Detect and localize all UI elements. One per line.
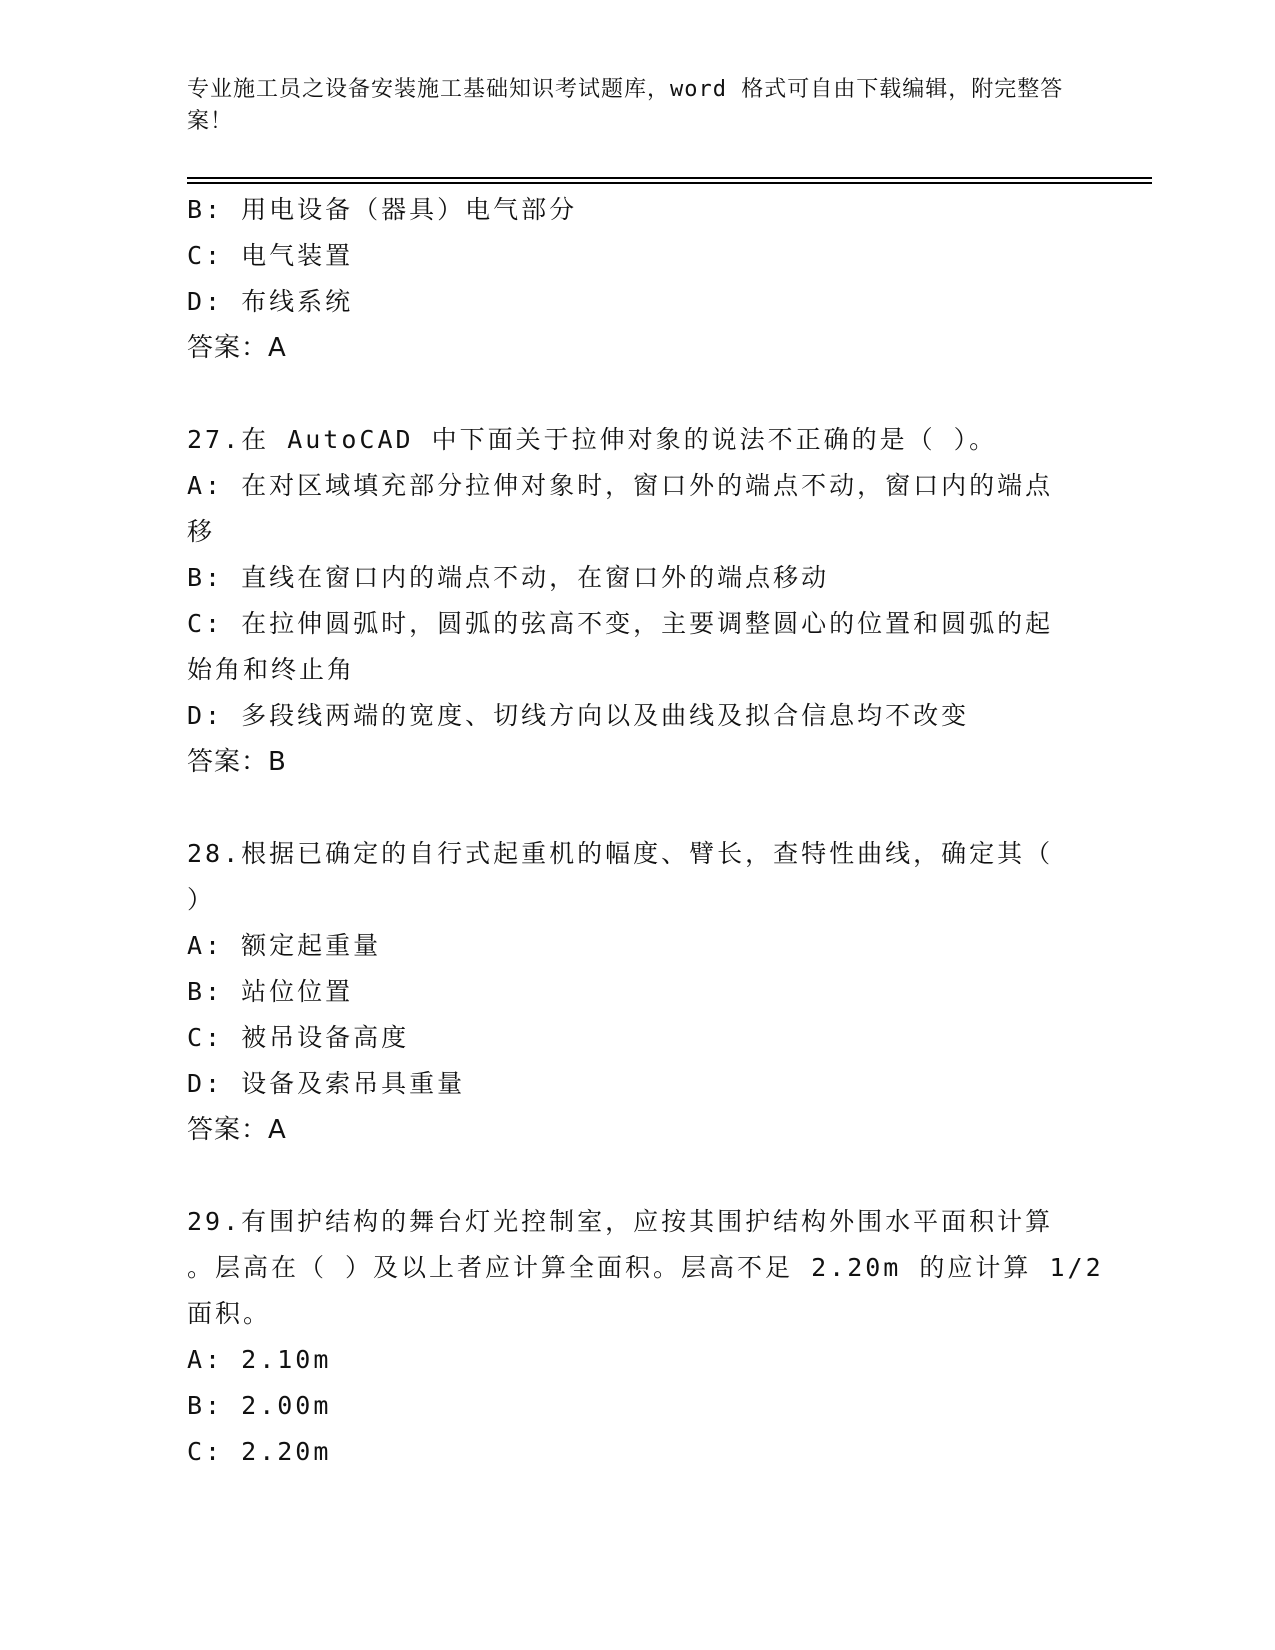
option-d: D: 设备及索吊具重量: [187, 1069, 466, 1098]
spacer: [187, 1153, 1077, 1199]
question-27: [187, 417, 1077, 785]
question-stem-line-2: 。层高在（ ）及以上者应计算全面积。层高不足 2.20m 的应计算 1/2: [187, 1253, 1104, 1282]
option-c: C: 被吊设备高度: [187, 1023, 410, 1052]
option-a-line-1: A: 在对区域填充部分拉伸对象时，窗口外的端点不动，窗口内的端点: [187, 471, 1054, 500]
header-text: 专业施工员之设备安装施工基础知识考试题库，word 格式可自由下载编辑，附完整答案！: [187, 77, 1064, 134]
option-b: B: 站位位置: [187, 977, 354, 1006]
option-c-line-1: C: 在拉伸圆弧时，圆弧的弦高不变，主要调整圆心的位置和圆弧的起: [187, 609, 1054, 638]
spacer: [187, 785, 1077, 831]
spacer: [187, 371, 1077, 417]
question-stem-line-2: ）: [187, 885, 216, 914]
question-29: [187, 1199, 1104, 1475]
question-stem-line-1: 28.根据已确定的自行式起重机的幅度、臂长，查特性曲线，确定其（: [187, 839, 1054, 868]
option-c: C: 电气装置: [187, 241, 354, 270]
question-stem: 27.在 AutoCAD 中下面关于拉伸对象的说法不正确的是（ ）。: [187, 425, 998, 454]
answer-line: 答案：B: [187, 747, 287, 777]
option-b: B: 2.00m: [187, 1391, 332, 1420]
option-d: D: 多段线两端的宽度、切线方向以及曲线及拟合信息均不改变: [187, 701, 970, 730]
option-a: A: 2.10m: [187, 1345, 332, 1374]
option-c: C: 2.20m: [187, 1437, 332, 1466]
question-stem-line-3: 面积。: [187, 1299, 272, 1328]
option-a-line-2: 移: [187, 517, 216, 546]
option-b: B: 用电设备（器具）电气部分: [187, 195, 578, 224]
answer-line: 答案：A: [187, 333, 287, 363]
answer-line: 答案：A: [187, 1115, 287, 1145]
header-divider-top: [187, 177, 1152, 179]
document-header: [187, 74, 1067, 138]
question-list: [187, 187, 1104, 1475]
question-stem-line-1: 29.有围护结构的舞台灯光控制室，应按其围护结构外围水平面积计算: [187, 1207, 1054, 1236]
option-d: D: 布线系统: [187, 287, 354, 316]
option-a: A: 额定起重量: [187, 931, 382, 960]
question-26-tail: [187, 187, 1077, 371]
option-c-line-2: 始角和终止角: [187, 655, 356, 684]
header-divider-bottom: [187, 182, 1152, 184]
question-28: [187, 831, 1077, 1153]
option-b: B: 直线在窗口内的端点不动，在窗口外的端点移动: [187, 563, 830, 592]
